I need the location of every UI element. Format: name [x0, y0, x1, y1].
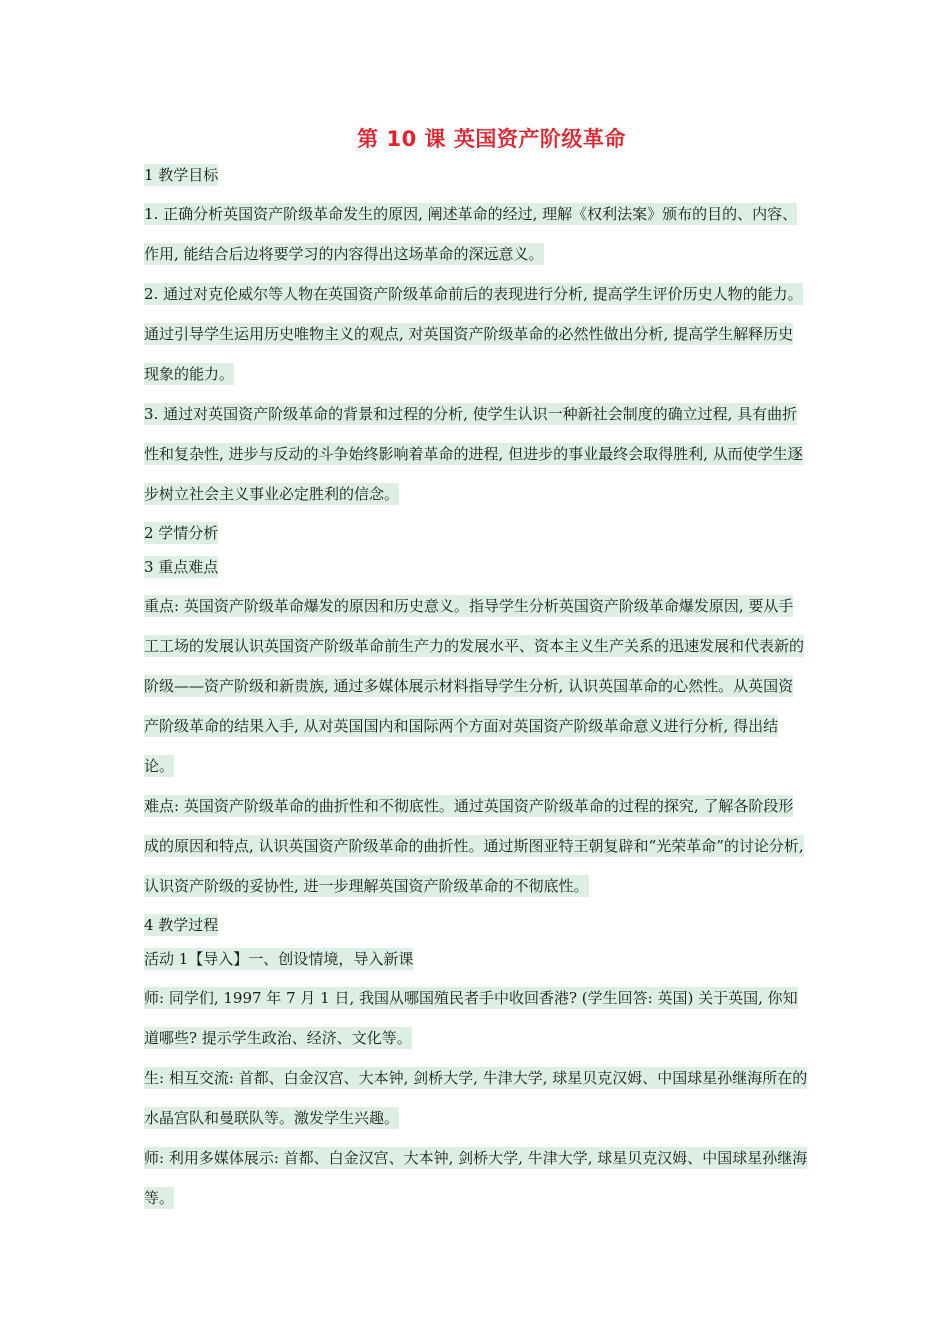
objective-paragraph [144, 274, 808, 394]
objective-paragraph [144, 194, 808, 274]
section-heading-keypoints-text: 3 重点难点 [144, 558, 219, 576]
activity-heading-text: 活动 1【导入】一、创设情境，导入新课 [144, 950, 414, 968]
section-heading-objectives [144, 160, 808, 190]
section-heading-keypoints [144, 552, 808, 582]
process-paragraph [144, 1058, 808, 1138]
process-paragraph [144, 1138, 808, 1218]
section-heading-process-text: 4 教学过程 [144, 916, 219, 934]
difficulty-paragraph [144, 786, 808, 906]
objective-paragraph [144, 394, 808, 514]
process-paragraph [144, 978, 808, 1058]
keypoint-paragraph [144, 586, 808, 786]
activity-heading [144, 944, 808, 974]
objective-text: 2. 通过对克伦威尔等人物在英国资产阶级革命前后的表现进行分析, 提高学生评价历史人物的能力。通过引导学生运用历史唯物主义的观点, 对英国资产阶级革命的必然性做出分析, 提高学生解释历史现象的能力。 [144, 285, 803, 383]
objective-text: 1. 正确分析英国资产阶级革命发生的原因, 阐述革命的经过, 理解《权利法案》颁布的目的、内容、作用, 能结合后边将要学习的内容得出这场革命的深远意义。 [144, 205, 798, 263]
process-text: 生: 相互交流: 首都、白金汉宫、大本钟, 剑桥大学, 牛津大学, 球星贝克汉姆、中国球星孙继海所在的水晶宫队和曼联队等。激发学生兴趣。 [144, 1069, 808, 1127]
section-heading-objectives-text: 1 教学目标 [144, 166, 219, 184]
document-body [144, 160, 808, 1218]
lesson-title: 第 10 课 英国资产阶级革命 [357, 127, 626, 151]
difficulty-text: 难点: 英国资产阶级革命的曲折性和不彻底性。通过英国资产阶级革命的过程的探究, 了解各阶段形成的原因和特点, 认识英国资产阶级革命的曲折性。通过斯图亚特王朝复辟和“光荣革命”的讨论分析, 认识资产阶级的妥协性, 进一步理解英国资产阶级革命的不彻底性。 [144, 797, 804, 895]
process-text: 师: 利用多媒体展示: 首都、白金汉宫、大本钟, 剑桥大学, 牛津大学, 球星贝克汉姆、中国球星孙继海等。 [144, 1149, 808, 1207]
section-heading-analysis-text: 2 学情分析 [144, 524, 219, 542]
section-heading-analysis [144, 518, 808, 548]
objective-text: 3. 通过对英国资产阶级革命的背景和过程的分析, 使学生认识一种新社会制度的确立过程, 具有曲折性和复杂性, 进步与反动的斗争始终影响着革命的进程, 但进步的事业最终会取得胜利, 从而使学生逐步树立社会主义事业必定胜利的信念。 [144, 405, 803, 503]
keypoint-text: 重点: 英国资产阶级革命爆发的原因和历史意义。指导学生分析英国资产阶级革命爆发原因, 要从手工工场的发展认识英国资产阶级革命前生产力的发展水平、资本主义生产关系的迅速发展和代表新的阶级——资产阶级和新贵族, 通过多媒体展示材料指导学生分析, 认识英国革命的心然性。从英国资产阶级革命的结果入手, 从对英国国内和国际两个方面对英国资产阶级革命意义进行分析, 得出结论。 [144, 597, 805, 775]
process-text: 师: 同学们, 1997 年 7 月 1 日, 我国从哪国殖民者手中收回香港? (学生回答: 英国) 关于英国, 你知道哪些? 提示学生政治、经济、文化等。 [144, 989, 798, 1047]
section-heading-process [144, 910, 808, 940]
